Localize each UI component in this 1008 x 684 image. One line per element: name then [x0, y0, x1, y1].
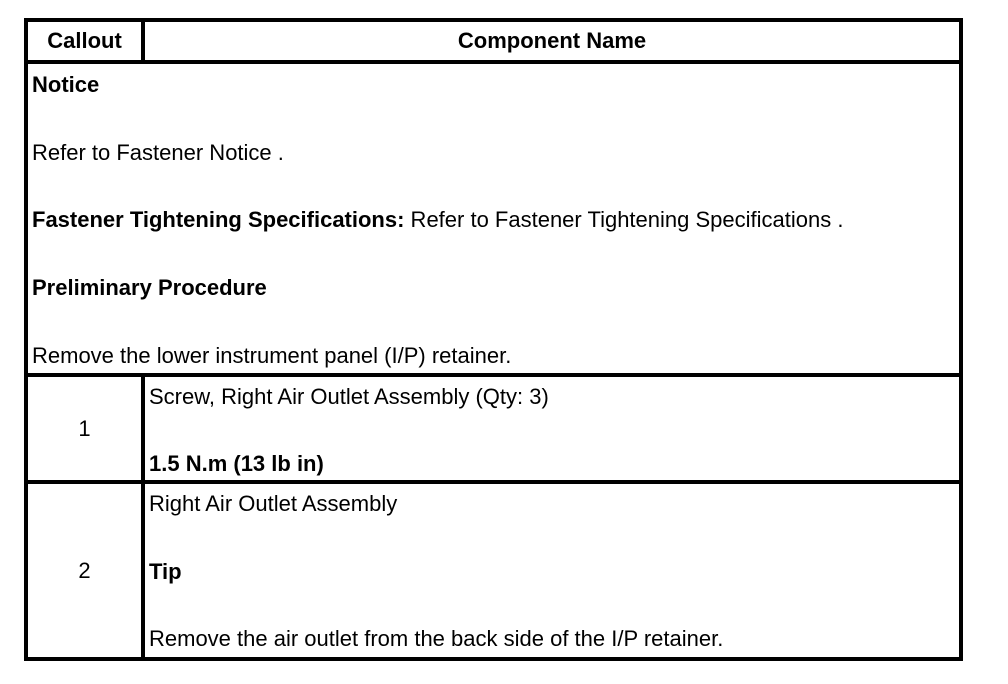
tip-title: Tip: [149, 559, 182, 584]
torque-spec: 1.5 N.m (13 lb in): [149, 451, 324, 476]
component-name: Right Air Outlet Assembly: [149, 491, 398, 516]
component-cell: [145, 377, 959, 480]
procedure-table: [24, 18, 963, 661]
fastener-notice-text: Refer to Fastener Notice .: [32, 140, 284, 165]
callout-header: Callout: [28, 22, 145, 60]
preliminary-procedure-text: Remove the lower instrument panel (I/P) retainer.: [32, 343, 512, 368]
callout-number: 1: [28, 377, 145, 480]
table-row: [28, 377, 959, 484]
table-header-row: [28, 22, 959, 64]
component-name: Screw, Right Air Outlet Assembly (Qty: 3): [149, 384, 549, 409]
notice-title: Notice: [32, 72, 100, 97]
notice-section: [28, 64, 959, 377]
tightening-spec-line: [32, 207, 843, 233]
tightening-spec-label: Fastener Tightening Specifications:: [32, 207, 405, 232]
tip-text: Remove the air outlet from the back side of the I/P retainer.: [149, 626, 724, 651]
preliminary-procedure-title: Preliminary Procedure: [32, 275, 267, 300]
component-name-header: Component Name: [457, 28, 647, 53]
table-row: [28, 484, 959, 657]
component-cell: [145, 484, 959, 657]
callout-number: 2: [28, 484, 145, 657]
tightening-spec-text: Refer to Fastener Tightening Specifications .: [404, 207, 844, 232]
